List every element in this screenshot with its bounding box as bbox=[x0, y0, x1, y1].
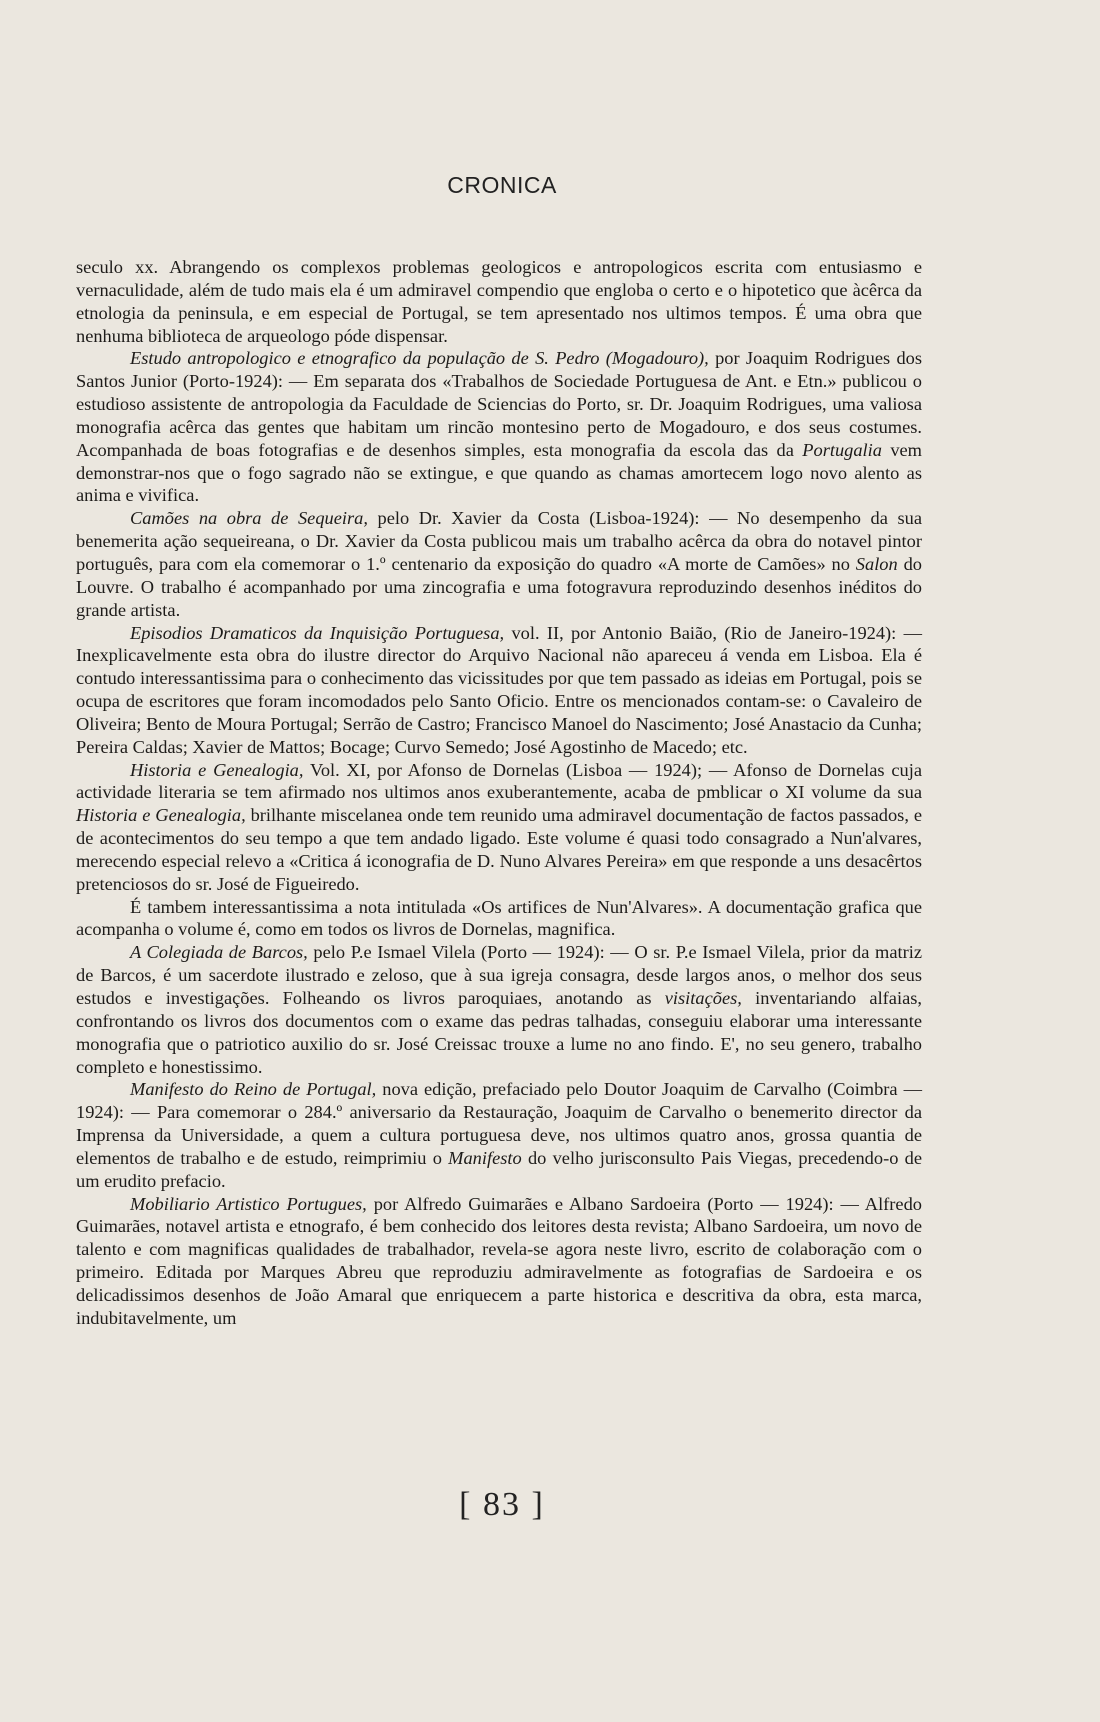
text-run: É tambem interessantissima a nota intitulada «Os artifices de Nun'Alvares». A documentação grafica que acompanha o volume é, como em todos os livros de Dornelas, magnifica. bbox=[76, 896, 922, 940]
text-run: vol. II, por Antonio Baião, (Rio de Janeiro-1924): — Inexplicavelmente esta obra do ilustre director do Arquivo Nacional não apareceu á venda em Lisboa. Ela é contudo interessantissima para o conhecimento das vicissitudes por que tem passado as ideias em Portugal, pois se ocupa de escritores que foram incomodados pelo Santo Oficio. Entre os mencionados contam-se: o Cavaleiro de Oliveira; Bento de Moura Portugal; Serrão de Castro; Francisco Manoel do Nascimento; José Anastacio da Cunha; Pereira Caldas; Xavier de Mattos; Bocage; Curvo Semedo; José Agostinho de Macedo; etc. bbox=[76, 622, 922, 757]
italic-title: Manifesto bbox=[448, 1147, 522, 1168]
italic-title: Camões na obra de Sequeira, bbox=[130, 508, 368, 529]
paragraph bbox=[76, 622, 922, 759]
text-run: pelo P.e Ismael Vilela (Porto — 1924): — O sr. P.e Ismael Vilela, prior da matriz de Barcos, é um sacerdote ilustrado e zeloso, que à sua igreja consagra, desde largos anos, o melhor dos seus estudos e investigações. Folheando os livros paroquiaes, anotando as bbox=[76, 942, 922, 1008]
page-header: CRONICA bbox=[447, 172, 557, 198]
text-run: vem demonstrar-nos que o fogo sagrado não se extingue, e que quando as chamas amortecem logo novo alento as anima e vivifica. bbox=[76, 439, 922, 506]
text-run: inventariando alfaias, confrontando os livros dos documentos com o exame das pedras talhadas, conseguiu elaborar uma interessante monografia que o patriotico auxilio do sr. José Creissac trouxe a lume no ano findo. E', no seu genero, trabalho completo e honestissimo. bbox=[76, 988, 922, 1077]
paragraph bbox=[76, 941, 922, 1078]
text-run: seculo xx. Abrangendo os complexos problemas geologicos e antropologicos escrita com entusiasmo e vernaculidade, além de tudo mais ela é um admiravel compendio que engloba o certo e o hipotetico que àcêrca da etnologia da peninsula, e em especial de Portugal, se tem apresentado nos ultimos tempos. É uma obra que nenhuma biblioteca de arqueologo póde dispensar. bbox=[76, 257, 922, 346]
text-run: por Joaquim Rodrigues dos Santos Junior (Porto-1924): — Em separata dos «Trabalhos de Sociedade Portuguesa de Ant. e Etn.» publicou o estudioso assistente de antropologia da Faculdade de Sciencias do Porto, sr. Dr. Joaquim Rodrigues, uma valiosa monografia acêrca das gentes que habitam um rincão montesino perto de Mogadouro, e dos seus costumes. Acompanhada de boas fotografias e de desenhos simples, esta monografia da escola das da bbox=[76, 348, 922, 460]
italic-title: Mobiliario Artistico Portugues, bbox=[130, 1193, 367, 1214]
paragraph bbox=[76, 507, 922, 621]
paragraph bbox=[76, 256, 922, 347]
italic-title: Manifesto do Reino de Portugal, bbox=[130, 1079, 377, 1100]
body-text bbox=[76, 256, 922, 1330]
italic-title: Historia e Genealogia, bbox=[130, 759, 304, 780]
italic-title: Episodios Dramaticos da Inquisição Portuguesa, bbox=[130, 622, 505, 643]
italic-title: Salon bbox=[855, 553, 898, 574]
paragraph bbox=[76, 896, 922, 942]
italic-title: A Colegiada de Barcos, bbox=[130, 942, 308, 963]
italic-title: Estudo antropologico e etnografico da população de S. Pedro (Mogadouro), bbox=[130, 348, 709, 369]
italic-title: visitações, bbox=[664, 988, 742, 1008]
text-run: por Alfredo Guimarães e Albano Sardoeira (Porto — 1924): — Alfredo Guimarães, notavel artista e etnografo, é bem conhecido dos leitores desta revista; Albano Sardoeira, um novo de talento e com magnificas qualidades de trabalhador, revela-se agora neste livro, escrito de colaboração com o primeiro. Editada por Marques Abreu que reproduziu admiravelmente as fotografias de Sardoeira e os delicadissimos desenhos de João Amaral que enriquecem a parte historica e descritiva da obra, esta marca, indubitavelmente, um bbox=[76, 1193, 922, 1328]
text-run: brilhante miscelanea onde tem reunido uma admiravel documentação de factos passados, e de acontecimentos do seu tempo a que tem andado ligado. Este volume é quasi todo consagrado a Nun'alvares, merecendo especial relevo a «Critica á iconografia de D. Nuno Alvares Pereira» em que responde a uns desacêrtos pretenciosos do sr. José de Figueiredo. bbox=[76, 805, 922, 894]
italic-title: Historia e Genealogia, bbox=[76, 805, 246, 826]
text-run: do Louvre. O trabalho é acompanhado por uma zincografia e uma fotogravura reproduzindo desenhos inéditos do grande artista. bbox=[76, 553, 922, 620]
paragraph bbox=[76, 759, 922, 896]
text-run: do velho jurisconsulto Pais Viegas, precedendo-o de um erudito prefacio. bbox=[76, 1147, 922, 1191]
text-run: Vol. XI, por Afonso de Dornelas (Lisboa — 1924); — Afonso de Dornelas cuja actividade literaria se tem afirmado nos ultimos anos exuberantemente, acaba de pmblicar o XI volume da sua bbox=[76, 759, 922, 803]
text-run: nova edição, prefaciado pelo Doutor Joaquim de Carvalho (Coimbra — 1924): — Para comemorar o 284.º aniversario da Restauração, Joaquim de Carvalho o benemerito director da Imprensa da Universidade, a quem a cultura portuguesa deve, nos ultimos quatro anos, grossa quantia de elementos de trabalho e de estudo, reimprimiu o bbox=[76, 1079, 922, 1168]
page-number: [ 83 ] bbox=[459, 1486, 545, 1523]
paragraph bbox=[76, 1193, 922, 1330]
italic-title: Portugalia bbox=[802, 439, 882, 460]
paragraph bbox=[76, 1078, 922, 1192]
text-run: pelo Dr. Xavier da Costa (Lisboa-1924): — No desempenho da sua benemerita ação sequeireana, o Dr. Xavier da Costa publicou mais um trabalho acêrca da obra do notavel pintor português, para com ela comemorar o 1.º centenario da exposição do quadro «A morte de Camões» no bbox=[76, 508, 922, 574]
paragraph bbox=[76, 347, 922, 507]
